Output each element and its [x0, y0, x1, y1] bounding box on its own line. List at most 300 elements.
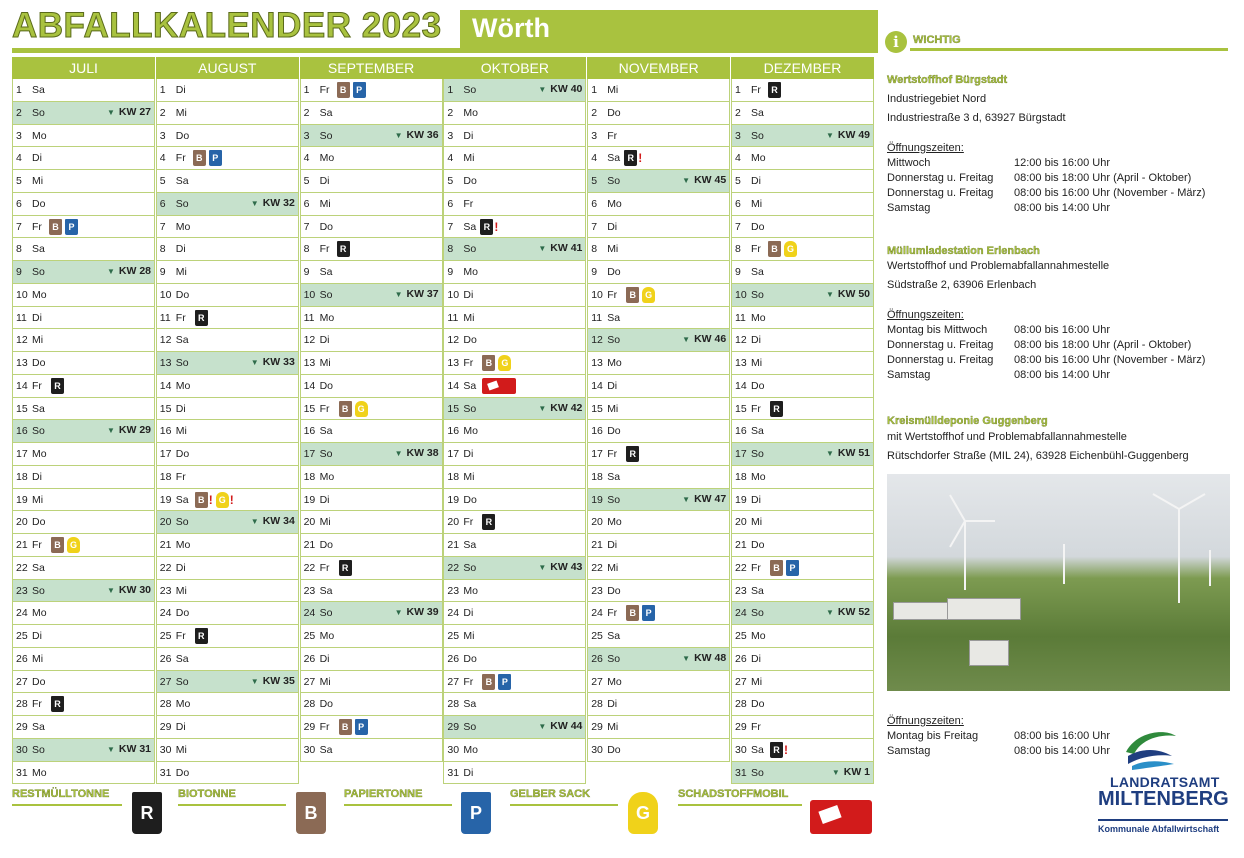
bin-letter: G — [645, 289, 653, 300]
bin-letter: R — [629, 449, 636, 459]
day-number: 30 — [447, 743, 460, 756]
gelber-sack-icon — [216, 492, 234, 508]
bio-bin-icon: B — [296, 792, 326, 834]
weekday: Mi — [32, 175, 44, 187]
day-row — [443, 147, 586, 170]
weekday: Mi — [319, 197, 331, 210]
hours-day: Mittwoch — [887, 157, 931, 169]
legend-bio — [178, 788, 328, 836]
weekday: Do — [607, 266, 621, 278]
day-number: 10 — [735, 288, 747, 301]
weekday: Di — [607, 539, 618, 551]
weekday: Mi — [463, 311, 475, 324]
schadstoffmobil-truck-icon — [810, 800, 872, 834]
month-column — [300, 57, 443, 756]
weekday: Di — [175, 561, 186, 574]
hours-day: Donnerstag u. Freitag — [887, 339, 994, 351]
weekday: Fr — [607, 607, 618, 620]
day-row — [443, 329, 586, 352]
day-number: 30 — [591, 743, 603, 756]
building — [947, 598, 1021, 620]
weekday: Di — [751, 493, 761, 506]
day-number: 27 — [303, 675, 316, 688]
day-number: 25 — [591, 630, 603, 642]
month-header: OKTOBER — [443, 57, 586, 79]
weekday: Do — [32, 357, 46, 369]
bin-letter: G — [69, 540, 77, 550]
bin-letter: R — [198, 631, 205, 641]
weekday: Mo — [463, 106, 478, 119]
day-number: 18 — [159, 470, 172, 483]
weekday: Sa — [319, 584, 333, 597]
day-row — [300, 580, 443, 603]
day-number: 16 — [591, 425, 603, 438]
day-row — [587, 352, 730, 375]
info-title: WICHTIG — [913, 34, 961, 46]
day-row — [12, 534, 155, 557]
day-row — [300, 671, 443, 694]
weekday: Mi — [32, 493, 44, 506]
bin-letter: R — [485, 517, 493, 528]
bin-letter: B — [52, 221, 59, 232]
day-number: 26 — [159, 652, 172, 665]
day-number: 22 — [591, 561, 603, 574]
weekday: Fr — [463, 197, 474, 210]
weekday: Di — [32, 630, 42, 642]
address-line: Wertstoffhof und Problemabfallannahmestelle — [887, 260, 1110, 272]
turbine-blade — [949, 495, 966, 522]
bin-letter: G — [501, 358, 509, 368]
bin-letter: R — [773, 403, 780, 414]
day-row — [300, 534, 443, 557]
weekday: So — [607, 334, 621, 347]
calendar-week-label: ▼ KW 47 — [682, 493, 726, 505]
day-row — [731, 238, 874, 261]
day-number: 21 — [447, 539, 460, 551]
day-row — [731, 216, 874, 239]
restmuell-bin-icon: R — [132, 792, 162, 834]
bio-bin-icon — [339, 401, 352, 417]
weekday: Mi — [319, 516, 331, 529]
pickup-icons — [482, 378, 516, 395]
weekday: Do — [607, 425, 621, 438]
legend-gelb — [510, 788, 660, 836]
day-row — [300, 147, 443, 170]
day-number: 11 — [591, 311, 603, 324]
weekday: Mo — [463, 743, 478, 756]
day-number: 22 — [735, 561, 747, 574]
day-row — [300, 511, 443, 534]
day-row — [587, 511, 730, 534]
bio-bin-icon — [482, 355, 495, 371]
day-number: 11 — [159, 311, 171, 324]
gelber-sack-icon — [642, 287, 655, 303]
weekday: Mo — [32, 448, 47, 460]
day-row — [443, 238, 586, 261]
pickup-icons — [626, 446, 639, 463]
weekday: Do — [175, 448, 190, 460]
day-number: 20 — [447, 516, 460, 529]
bin-letter: B — [196, 153, 203, 164]
day-row — [731, 329, 874, 352]
section-guggenberg — [887, 414, 1229, 464]
day-number: 6 — [16, 197, 22, 210]
day-number: 17 — [159, 448, 172, 460]
weekday: Do — [319, 220, 334, 233]
calendar-week-label: ▼ KW 1 — [832, 766, 870, 778]
restmuell-bin-icon — [51, 696, 64, 712]
day-row — [587, 102, 730, 125]
day-number: 15 — [447, 402, 460, 415]
day-number: 14 — [303, 379, 316, 392]
bio-bin-icon — [768, 241, 781, 257]
day-row — [731, 625, 874, 648]
day-row — [156, 375, 299, 398]
day-row — [587, 307, 730, 330]
day-row — [587, 420, 730, 443]
weekday: Mi — [175, 743, 187, 756]
hours-day: Samstag — [887, 745, 931, 757]
weekday: Mi — [607, 243, 619, 256]
day-row — [443, 307, 586, 330]
weekday: Di — [463, 448, 474, 460]
hours-row — [887, 338, 1227, 353]
day-row — [443, 466, 586, 489]
bin-letter: B — [341, 722, 349, 732]
day-number: 14 — [447, 379, 460, 392]
weekday: Di — [607, 379, 618, 392]
day-row — [443, 352, 586, 375]
day-row — [156, 352, 299, 375]
day-number: 17 — [591, 448, 603, 460]
weekday: Di — [463, 129, 474, 142]
weekday: Fr — [319, 402, 330, 415]
day-row — [12, 739, 155, 762]
weekday: Fr — [463, 675, 474, 688]
calendar-week-label: ▼ KW 29 — [107, 424, 151, 436]
place-name: Wörth — [472, 13, 550, 43]
wind-turbine — [964, 520, 966, 590]
weekday: Mi — [607, 84, 619, 96]
hours-day: Montag bis Freitag — [887, 730, 979, 742]
pickup-icons — [480, 219, 498, 236]
day-number: 19 — [735, 493, 747, 506]
day-number: 12 — [16, 334, 28, 347]
day-row — [443, 102, 586, 125]
day-row — [12, 352, 155, 375]
day-row — [156, 466, 299, 489]
weekday: Do — [319, 539, 334, 551]
bin-letter: P — [212, 153, 219, 164]
weekday: Sa — [607, 630, 621, 642]
weekday: Do — [607, 106, 621, 119]
weekday: So — [32, 266, 45, 278]
bin-letter: R — [483, 221, 491, 232]
bin-letter: R — [198, 312, 205, 323]
day-number: 26 — [591, 652, 603, 665]
day-row — [587, 125, 730, 148]
day-number: 28 — [591, 698, 603, 711]
hours-label: Öffnungszeiten: — [887, 715, 964, 727]
legend-schadstoff — [678, 788, 876, 836]
weekday: Di — [32, 311, 42, 324]
weekday: Do — [175, 288, 190, 301]
day-number: 30 — [303, 743, 316, 756]
bio-bin-icon — [770, 560, 783, 576]
bin-letter: R — [54, 699, 61, 710]
day-number: 26 — [735, 652, 747, 665]
day-row — [300, 329, 443, 352]
day-number: 4 — [303, 152, 310, 165]
day-row — [156, 261, 299, 284]
weekday: So — [319, 607, 333, 620]
day-row — [443, 625, 586, 648]
day-number: 8 — [159, 243, 166, 256]
day-row — [731, 693, 874, 716]
day-row — [587, 375, 730, 398]
day-number: 11 — [16, 311, 27, 324]
day-row — [731, 352, 874, 375]
place-banner — [460, 10, 878, 48]
day-number: 22 — [159, 561, 172, 574]
day-row — [12, 307, 155, 330]
pickup-icons — [51, 378, 64, 395]
day-row — [731, 671, 874, 694]
weekday: So — [607, 652, 621, 665]
day-row — [300, 216, 443, 239]
calendar-week-label: ▼ KW 35 — [251, 675, 295, 687]
legend-schadstoff-label: SCHADSTOFFMOBIL — [678, 788, 789, 800]
hours-row — [887, 186, 1227, 201]
pickup-icons — [482, 674, 511, 691]
bin-letter: G — [786, 244, 794, 255]
day-number: 26 — [16, 652, 28, 665]
weekday: Mo — [751, 470, 766, 483]
weekday: Fr — [319, 243, 330, 256]
weekday: Mi — [463, 152, 475, 165]
bin-letter: R — [773, 744, 780, 755]
restmuell-bin-icon — [195, 628, 208, 644]
day-number: 25 — [303, 630, 316, 642]
hours-time: 08:00 bis 16:00 Uhr (November - März) — [1014, 187, 1206, 199]
month-column — [731, 57, 874, 779]
day-number: 8 — [735, 243, 741, 256]
day-number: 7 — [447, 220, 454, 233]
day-row — [12, 648, 155, 671]
day-row — [156, 489, 299, 512]
info-icon: i — [885, 31, 907, 53]
day-row — [300, 557, 443, 580]
day-row — [587, 284, 730, 307]
weekday: Sa — [175, 493, 189, 506]
hours-time: 12:00 bis 16:00 Uhr — [1014, 157, 1111, 169]
weekday: Mo — [319, 152, 335, 165]
pickup-icons — [339, 560, 352, 577]
day-row — [443, 420, 586, 443]
day-number: 3 — [735, 129, 741, 142]
day-number: 30 — [735, 743, 747, 756]
weekday: Di — [175, 402, 186, 415]
day-row — [587, 79, 730, 102]
day-number: 8 — [16, 243, 22, 256]
weekday: Mi — [607, 402, 619, 415]
pickup-icons — [195, 492, 234, 509]
gelber-sack-icon — [355, 401, 368, 417]
day-number: 8 — [591, 243, 598, 256]
day-number: 31 — [16, 766, 28, 779]
weekday: Fr — [463, 357, 474, 369]
day-number: 16 — [16, 425, 28, 438]
bin-letter: P — [501, 676, 508, 687]
day-number: 18 — [591, 470, 603, 483]
day-row — [12, 284, 155, 307]
weekday: Di — [463, 607, 474, 620]
logo-subtitle: Kommunale Abfallwirtschaft — [1098, 824, 1220, 834]
day-number: 9 — [735, 266, 741, 278]
restmuell-bin-icon — [195, 310, 208, 326]
hours-time: 08:00 bis 16:00 Uhr — [1014, 730, 1111, 742]
weekday: So — [751, 766, 764, 779]
day-row — [12, 329, 155, 352]
day-row — [443, 534, 586, 557]
bin-letter: B — [198, 494, 205, 505]
weekday: So — [175, 197, 189, 210]
day-number: 10 — [591, 288, 603, 301]
day-row — [443, 193, 586, 216]
day-number: 3 — [447, 129, 454, 142]
bin-letter: R — [339, 244, 347, 255]
day-number: 24 — [447, 607, 460, 620]
address-line: mit Wertstoffhof und Problemabfallannahmestelle — [887, 431, 1127, 443]
calendar-week-label: ▼ KW 48 — [682, 652, 726, 664]
day-number: 2 — [159, 106, 166, 119]
weekday: Di — [32, 470, 42, 483]
building — [969, 640, 1009, 666]
day-row — [443, 125, 586, 148]
logo-swirl-icon — [1122, 726, 1180, 772]
landratsamt-logo — [1098, 724, 1230, 838]
day-row — [443, 557, 586, 580]
day-row — [587, 398, 730, 421]
pickup-icons — [49, 219, 78, 236]
day-number: 9 — [591, 266, 598, 278]
day-row — [731, 716, 874, 739]
day-number: 3 — [159, 129, 166, 142]
schadstoffmobil-truck-icon — [482, 378, 516, 394]
day-number: 17 — [735, 448, 747, 460]
logo-text-main: MILTENBERG — [1098, 788, 1229, 810]
weekday: Sa — [751, 266, 764, 278]
weekday: Mo — [751, 311, 766, 324]
hours-table — [887, 323, 1227, 383]
day-number: 11 — [735, 311, 746, 324]
day-number: 12 — [447, 334, 460, 347]
papier-bin-icon — [498, 674, 511, 690]
day-number: 4 — [591, 152, 598, 165]
gelber-sack-icon — [498, 355, 511, 371]
calendar-week-label: ▼ KW 51 — [826, 447, 870, 459]
day-row — [443, 375, 586, 398]
day-row — [300, 375, 443, 398]
day-row — [300, 352, 443, 375]
month-column — [156, 57, 299, 779]
pickup-icons — [770, 560, 799, 577]
day-number: 7 — [303, 220, 310, 233]
pickup-icons — [482, 514, 495, 531]
bin-letter: G — [357, 403, 365, 414]
legend-underline — [178, 804, 286, 806]
weekday: Fr — [32, 698, 42, 711]
calendar-week-label: ▼ KW 30 — [107, 584, 151, 596]
day-number: 28 — [16, 698, 28, 711]
weekday: Mo — [32, 607, 47, 620]
bin-letter: R — [771, 85, 778, 95]
weekday: Mi — [175, 106, 187, 119]
day-number: 9 — [159, 266, 166, 278]
weekday: Mo — [751, 152, 766, 165]
day-row — [300, 602, 443, 625]
bio-bin-icon — [482, 674, 495, 690]
turbine-blade — [1178, 509, 1180, 539]
weekday: Mo — [463, 584, 478, 597]
day-number: 27 — [16, 675, 28, 688]
day-row — [587, 625, 730, 648]
weekday: Do — [463, 175, 477, 187]
legend — [12, 788, 876, 838]
pickup-icons — [770, 401, 783, 418]
weekday: Fr — [32, 539, 42, 551]
restmuell-bin-icon — [770, 401, 783, 417]
info-underline — [910, 48, 1228, 51]
weekday: Mo — [175, 539, 191, 551]
day-number: 9 — [303, 266, 310, 278]
pickup-icons — [195, 310, 208, 327]
day-row — [443, 284, 586, 307]
day-row — [300, 238, 443, 261]
hours-row — [887, 353, 1227, 368]
day-row — [156, 716, 299, 739]
papier-bin-icon — [642, 605, 655, 621]
day-row — [156, 671, 299, 694]
weekday: Sa — [751, 584, 764, 597]
weekday: Sa — [751, 106, 764, 119]
month-header: DEZEMBER — [731, 57, 874, 79]
day-row — [156, 307, 299, 330]
day-row — [443, 671, 586, 694]
section-buergstadt — [887, 73, 1229, 216]
day-number: 23 — [735, 584, 747, 597]
day-number: 12 — [591, 334, 603, 347]
day-row — [731, 170, 874, 193]
calendar-title-bar — [12, 8, 876, 52]
weekday: Fr — [751, 84, 761, 96]
weekday: Fr — [319, 84, 330, 96]
day-number: 22 — [447, 561, 460, 574]
day-number: 14 — [16, 379, 28, 392]
day-row — [731, 420, 874, 443]
day-number: 4 — [16, 152, 22, 165]
calendar-week-label: ▼ KW 36 — [395, 129, 439, 141]
weekday: Mi — [607, 561, 619, 574]
section-erlenbach — [887, 244, 1229, 383]
day-row — [300, 125, 443, 148]
day-row — [156, 79, 299, 102]
weekday: Do — [175, 766, 190, 779]
day-number: 5 — [735, 175, 741, 187]
weekday: Mi — [32, 652, 44, 665]
day-row — [156, 238, 299, 261]
weekday: Mo — [32, 288, 47, 301]
